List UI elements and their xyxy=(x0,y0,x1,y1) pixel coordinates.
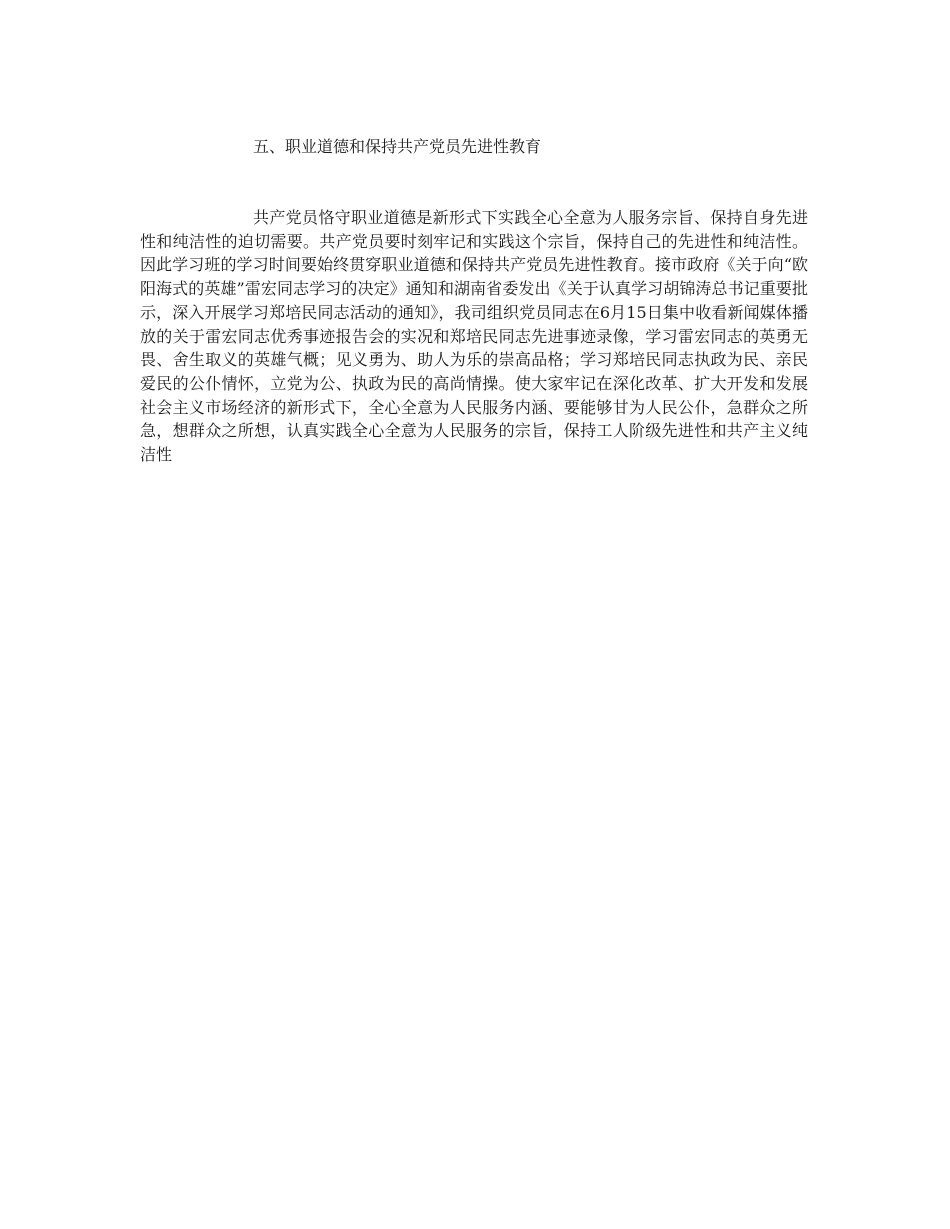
body-paragraph: 共产党员恪守职业道德是新形式下实践全心全意为人服务宗旨、保持自身先进性和纯洁性的迫切需要。共产党员要时刻牢记和实践这个宗旨，保持自己的先进性和纯洁性。因此学习班的学习时间要始终贯穿职业道德和保持共产党员先进性教育。接市政府《关于向“欧阳海式的英雄”雷宏同志学习的决定》通知和湖南省委发出《关于认真学习胡锦涛总书记重要批示，深入开展学习郑培民同志活动的通知》，我司组织党员同志在6月15日集中收看新闻媒体播放的关于雷宏同志优秀事迹报告会的实况和郑培民同志先进事迹录像，学习雷宏同志的英勇无畏、舍生取义的英雄气概；见义勇为、助人为乐的崇高品格；学习郑培民同志执政为民、亲民爱民的公仆情怀，立党为公、执政为民的高尚情操。使大家牢记在深化改革、扩大开发和发展社会主义市场经济的新形式下，全心全意为人民服务内涵、要能够甘为人民公仆，急群众之所急，想群众之所想，认真实践全心全意为人民服务的宗旨，保持工人阶级先进性和共产主义纯洁性 xyxy=(140,208,808,465)
section-heading: 五、职业道德和保持共产党员先进性教育 xyxy=(253,137,542,156)
